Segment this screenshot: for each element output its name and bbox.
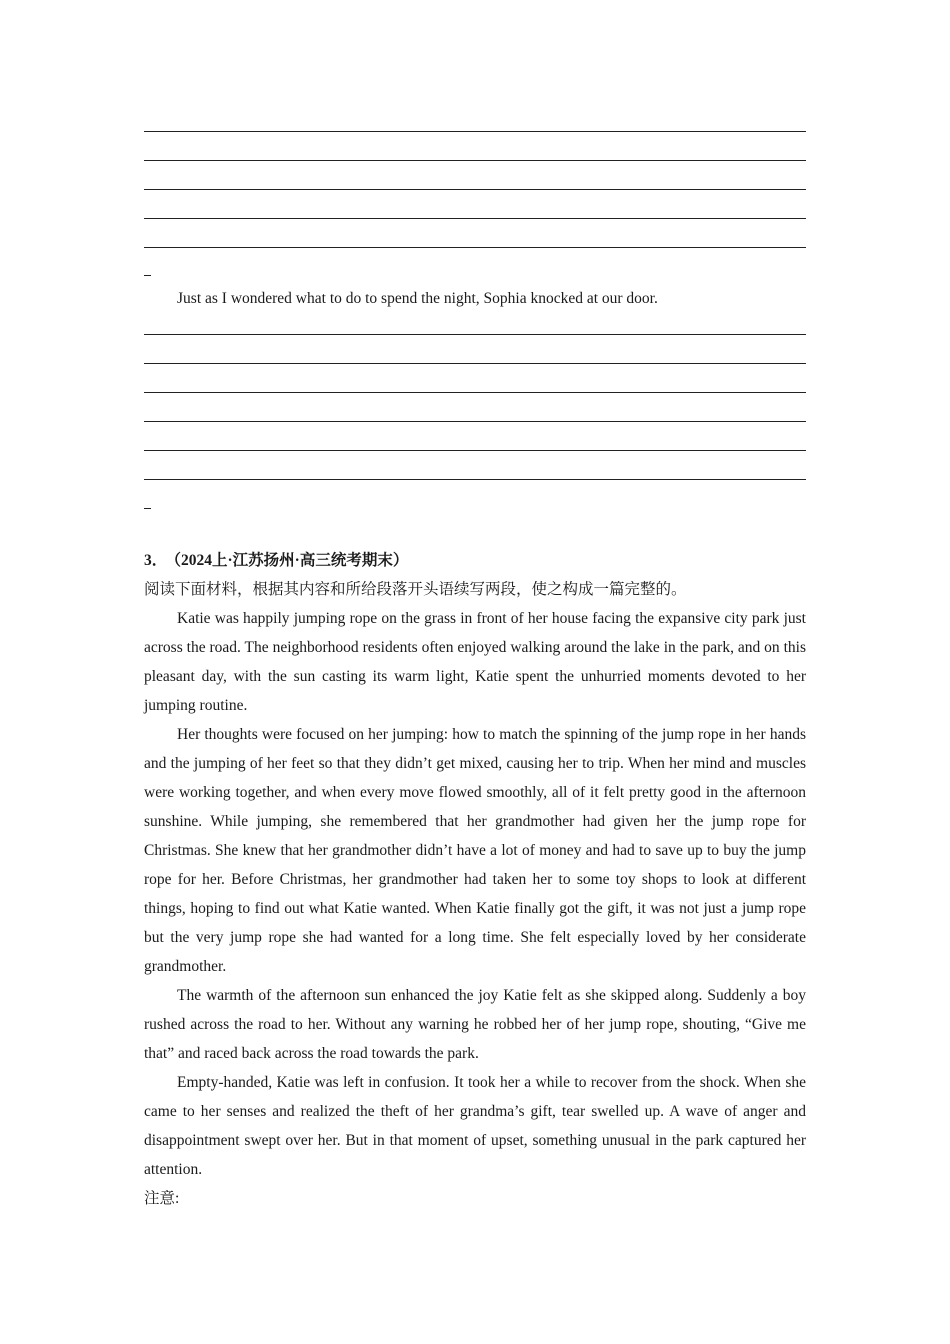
passage-paragraph: The warmth of the afternoon sun enhanced the joy Katie felt as she skipped along. Suddenly a boy rushed across the road to her. Without any warning he robbed her of her jump rope, shouting, “Give me that” and raced back across the road towards the park. — [144, 987, 806, 1062]
writing-line-end — [144, 275, 151, 276]
passage-paragraph: Empty-handed, Katie was left in confusion. It took her a while to recover from the shock. When she came to her senses and realized the theft of her grandma’s gift, tear swelled up. A wave of anger and disappointment swept over her. But in that moment of upset, something unusual in the park captured her attention. — [144, 1074, 806, 1178]
writing-line — [144, 160, 806, 161]
writing-line — [144, 363, 806, 364]
writing-line — [144, 189, 806, 190]
paragraph-prompt: Just as I wondered what to do to spend the night, Sophia knocked at our door. — [177, 290, 658, 307]
question-heading — [144, 551, 408, 571]
writing-line — [144, 392, 806, 393]
writing-line — [144, 421, 806, 422]
writing-line-end — [144, 508, 151, 509]
note-label: 注意: — [144, 1190, 180, 1207]
writing-line — [144, 479, 806, 480]
passage-paragraph: Katie was happily jumping rope on the grass in front of her house facing the expansive city park just across the road. The neighborhood residents often enjoyed walking around the lake in the park, and on this pleasant day, with the sun casting its warm light, Katie spent the unhurried moments devoted to her jumping routine. — [144, 610, 806, 714]
writing-line — [144, 450, 806, 451]
writing-line — [144, 247, 806, 248]
writing-line — [144, 131, 806, 132]
writing-line — [144, 334, 806, 335]
writing-line — [144, 218, 806, 219]
question-number: 3． — [144, 552, 168, 569]
question-instruction: 阅读下面材料，根据其内容和所给段落开头语续写两段，使之构成一篇完整的。 — [144, 581, 687, 598]
passage-paragraph: Her thoughts were focused on her jumping: how to match the spinning of the jump rope in her hands and the jumping of her feet so that they didn’t get mixed, causing her to trip. When her mind and muscles were working together, and when every move flowed smoothly, all of it felt pretty good in the afternoon sunshine. While jumping, she remembered that her grandmother had given her the jump rope for Christmas. She knew that her grandmother didn’t have a lot of money and had to save up to buy the jump rope for her. Before Christmas, her grandmother had taken her to some toy shops to look at different things, hoping to find out what Katie wanted. When Katie finally got the gift, it was not just a jump rope but the very jump rope she had wanted for a long time. She felt especially loved by her considerate grandmother. — [144, 726, 806, 975]
reading-passage — [144, 604, 806, 1184]
question-source: （2024上·江苏扬州·高三统考期末） — [173, 552, 409, 569]
